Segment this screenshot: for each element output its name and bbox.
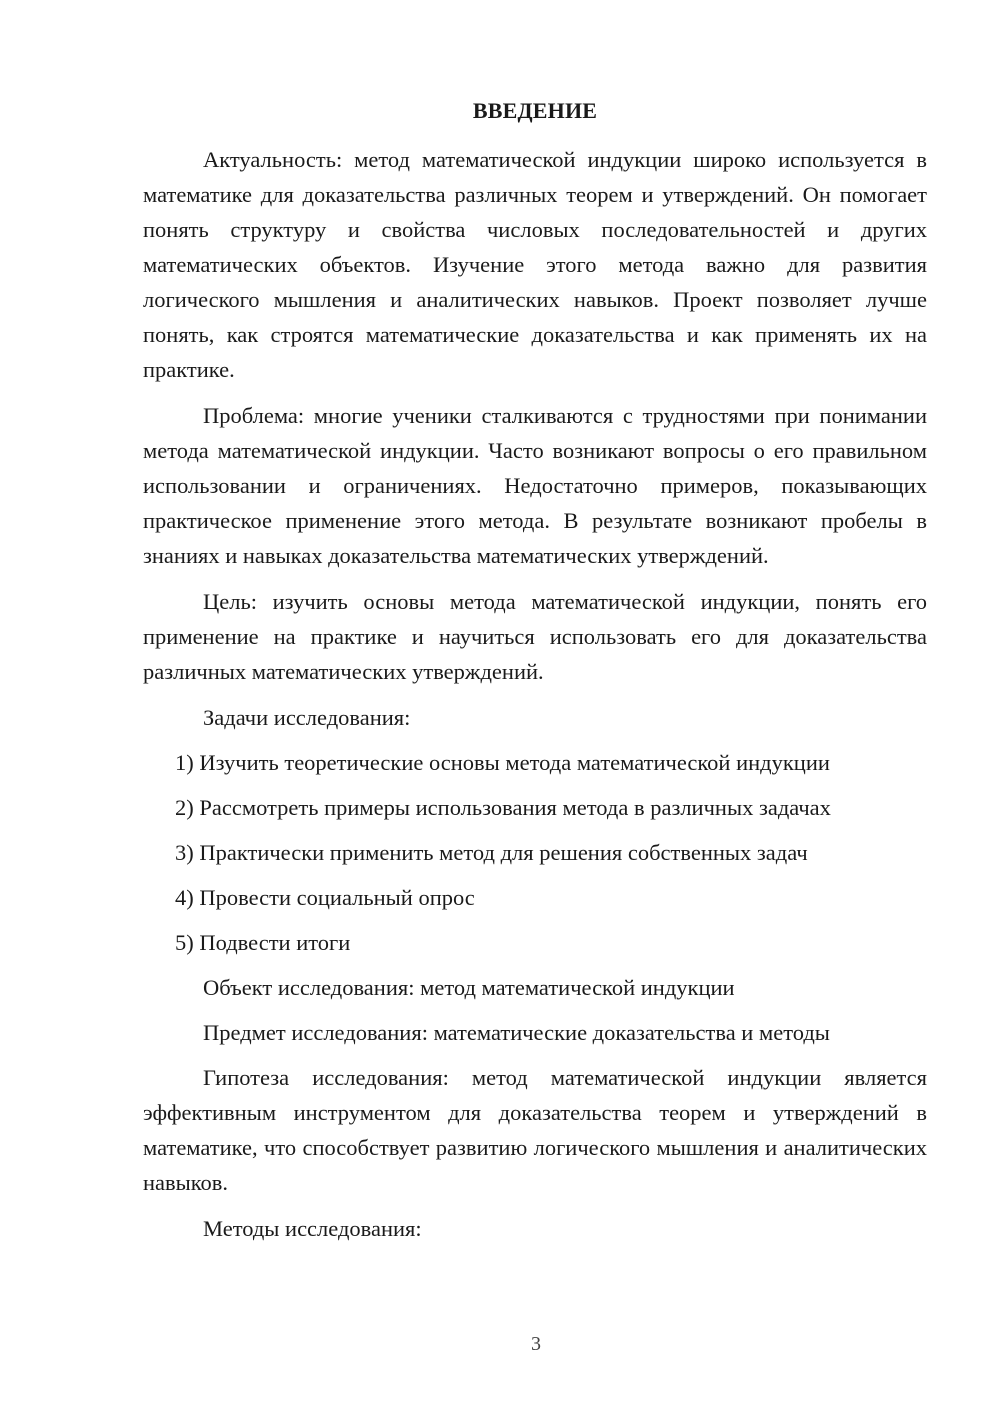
task-item: 4) Провести социальный опрос: [175, 885, 475, 910]
research-object: Объект исследования: метод математической индукции: [203, 975, 735, 1000]
tasks-list: [143, 745, 927, 960]
hypothesis-paragraph: Гипотеза исследования: метод математической индукции является эффективным инструментом для доказательства теорем и утверждений в математике, что способствует развитию логического мышления и аналитических навыков.: [143, 1065, 927, 1195]
research-subject: Предмет исследования: математические доказательства и методы: [203, 1020, 830, 1045]
problem-paragraph: Проблема: многие ученики сталкиваются с трудностями при понимании метода математической индукции. Часто возникают вопросы о его правильном использовании и ограничениях. Недостаточно примеров, показывающих практическое применение этого метода. В результате возникают пробелы в знаниях и навыках доказательства математических утверждений.: [143, 403, 927, 568]
page-title: ВВЕДЕНИЕ: [472, 98, 598, 123]
methods-heading: Методы исследования:: [203, 1216, 422, 1241]
page-number: 3: [531, 1333, 541, 1355]
task-item: 5) Подвести итоги: [175, 930, 351, 955]
task-item: 3) Практически применить метод для решения собственных задач: [175, 840, 808, 865]
task-item: 1) Изучить теоретические основы метода математической индукции: [175, 750, 830, 775]
task-item: 2) Рассмотреть примеры использования метода в различных задачах: [175, 795, 831, 820]
relevance-paragraph: Актуальность: метод математической индукции широко используется в математике для доказательства различных теорем и утверждений. Он помогает понять структуру и свойства числовых последовательностей и других математических объектов. Изучение этого метода важно для развития логического мышления и аналитических навыков. Проект позволяет лучше понять, как строятся математические доказательства и как применять их на практике.: [143, 147, 927, 382]
tasks-heading: Задачи исследования:: [203, 705, 411, 730]
goal-paragraph: Цель: изучить основы метода математической индукции, понять его применение на практике и научиться использовать его для доказательства различных математических утверждений.: [143, 589, 927, 684]
document-page: [143, 96, 927, 1256]
